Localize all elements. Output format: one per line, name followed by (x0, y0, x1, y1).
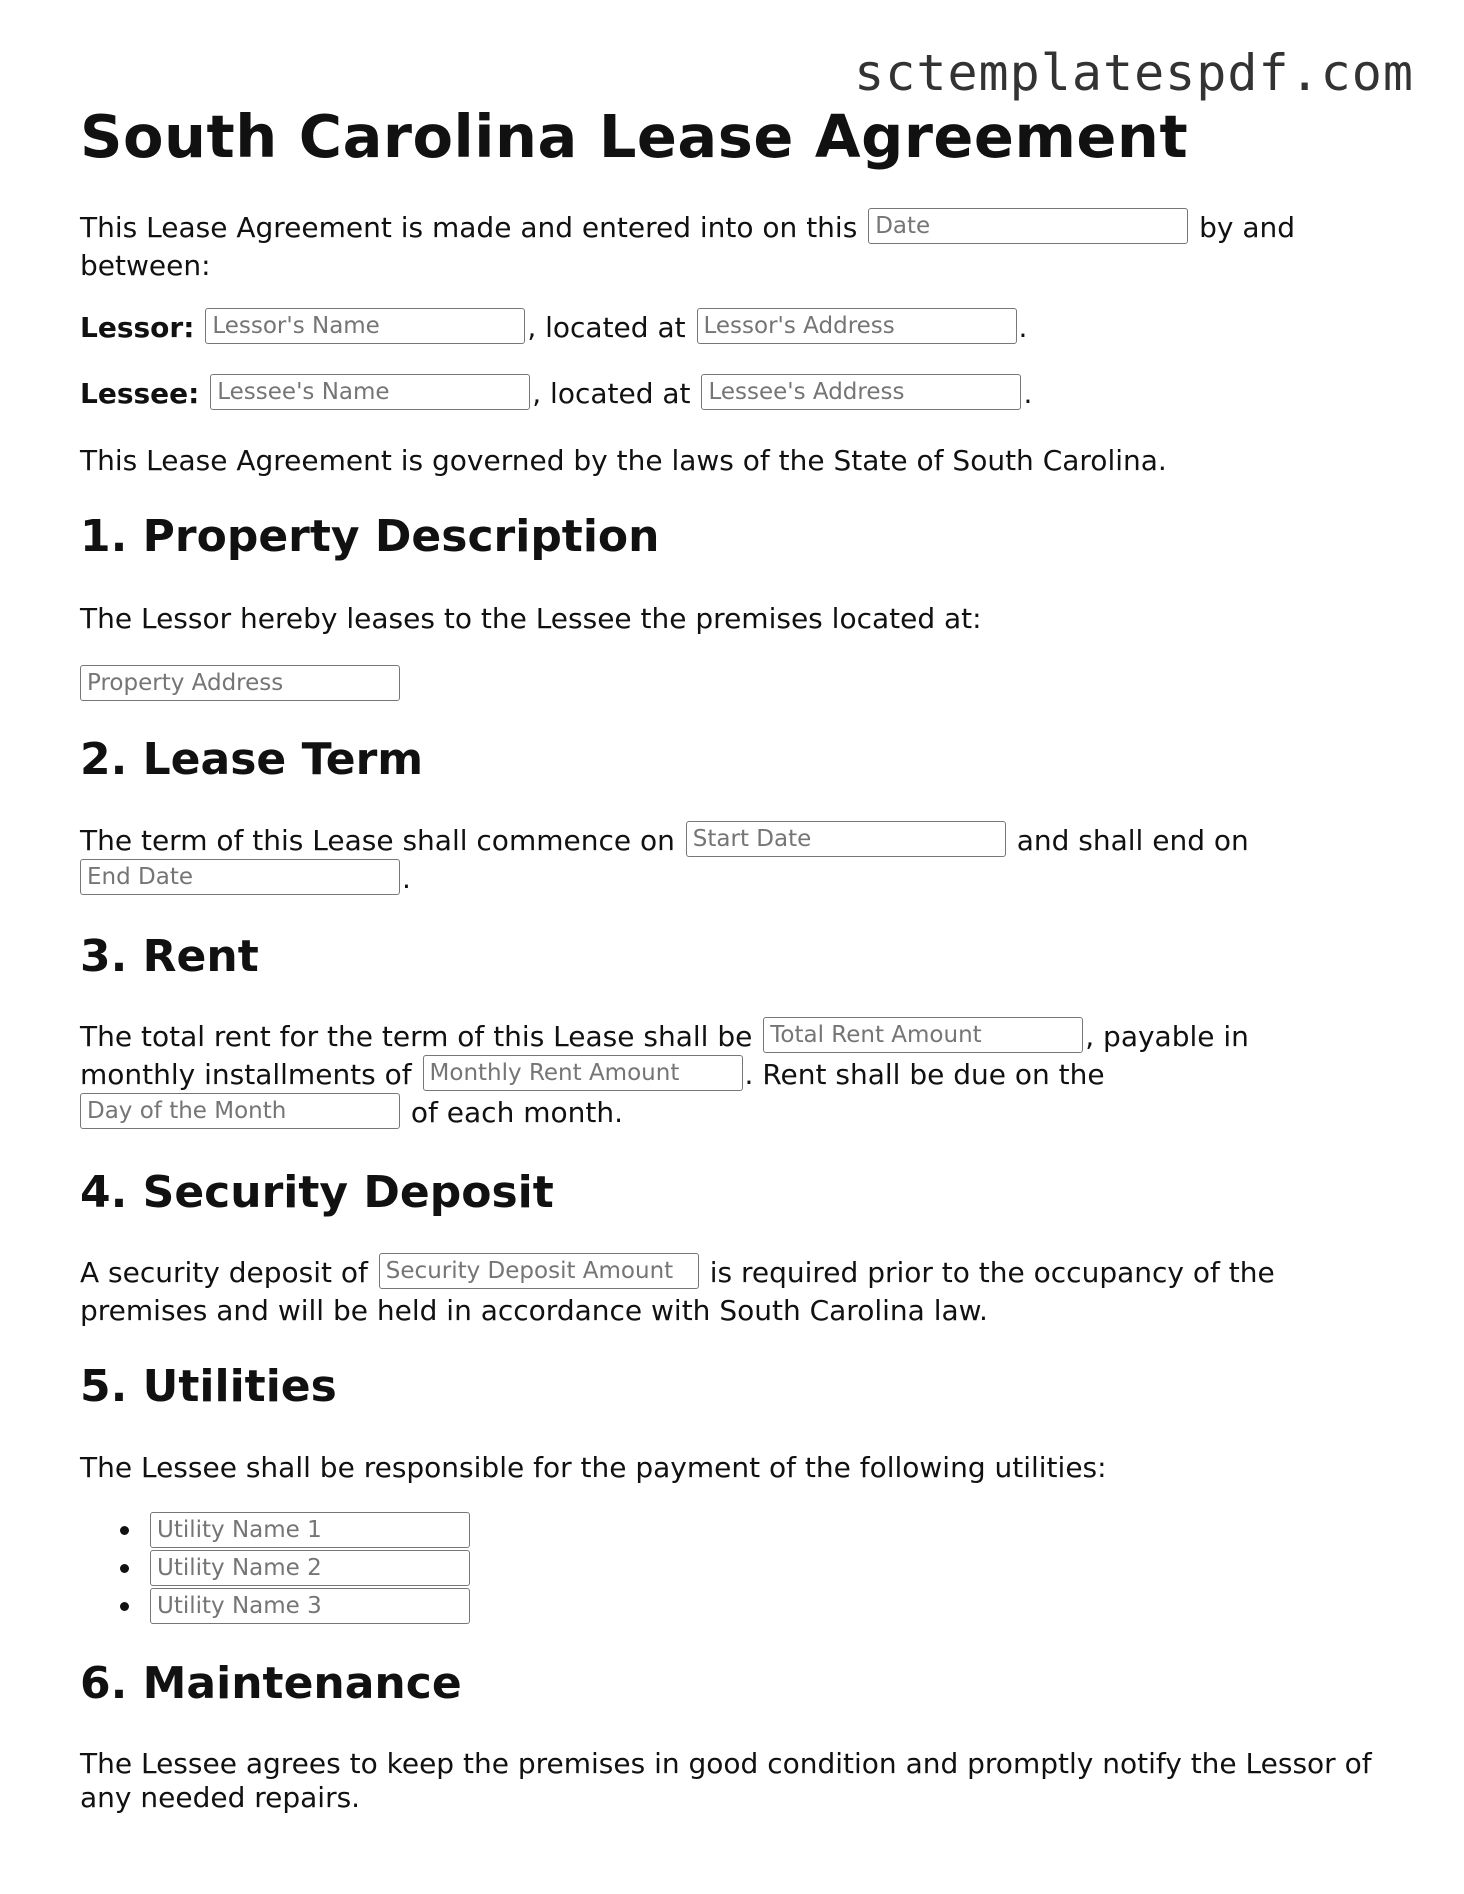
maintenance-text: The Lessee agrees to keep the premises in good condition and promptly notify the Lessor of any needed repairs. (80, 1747, 1372, 1814)
security-deposit-input[interactable] (379, 1253, 699, 1289)
utility-input-1[interactable] (150, 1512, 470, 1548)
governing-law: This Lease Agreement is governed by the laws of the State of South Carolina. (80, 444, 1167, 477)
lessor-label: Lessor: (80, 311, 195, 344)
property-text: The Lessor hereby leases to the Lessee the premises located at: (80, 602, 982, 635)
watermark: sctemplatespdf.com (854, 44, 1414, 102)
section-heading: 4. Security Deposit (80, 1167, 554, 1218)
section-utilities (80, 1362, 1380, 1412)
date-input[interactable] (868, 208, 1188, 244)
end-date-input[interactable] (80, 859, 400, 895)
list-item (80, 1588, 1380, 1626)
lessee-label: Lessee: (80, 377, 200, 410)
lessor-name-input[interactable] (205, 308, 525, 344)
list-item (80, 1512, 1380, 1550)
term-paragraph: The term of this Lease shall commence on Start Date and shall end on End Date. (80, 822, 1280, 898)
section-maintenance (80, 1659, 1380, 1709)
section-heading: 2. Lease Term (80, 734, 424, 785)
lessee-name-input[interactable] (210, 374, 530, 410)
list-item (80, 1550, 1380, 1588)
intro-paragraph: This Lease Agreement is made and entered into on this Date by and between: (80, 209, 1340, 285)
property-address-input[interactable] (80, 665, 400, 701)
section-rent (80, 932, 1380, 982)
lessor-line: Lessor: Lessor's Name , located at Lessor's Address . (80, 309, 1380, 347)
lessor-address-input[interactable] (697, 308, 1017, 344)
section-heading: 6. Maintenance (80, 1658, 462, 1709)
section-property (80, 512, 1380, 562)
lessee-address-input[interactable] (701, 374, 1021, 410)
due-day-input[interactable] (80, 1093, 400, 1129)
utility-input-3[interactable] (150, 1588, 470, 1624)
section-security-deposit (80, 1168, 1380, 1218)
utilities-text: The Lessee shall be responsible for the payment of the following utilities: (80, 1451, 1107, 1484)
section-heading: 5. Utilities (80, 1361, 337, 1412)
utilities-list (80, 1512, 1380, 1626)
utility-input-2[interactable] (150, 1550, 470, 1586)
lessee-line: Lessee: Lessee's Name , located at Lessee's Address . (80, 375, 1380, 413)
rent-paragraph: The total rent for the term of this Lease shall be Total Rent Amount , payable in monthly installments of Monthly Rent Amount . Rent shall be due on the Day of the Month of each month. (80, 1018, 1280, 1132)
section-lease-term (80, 735, 1380, 785)
page-title: South Carolina Lease Agreement (80, 102, 1189, 171)
section-heading: 1. Property Description (80, 511, 660, 562)
deposit-paragraph: A security deposit of Security Deposit Amount is required prior to the occupancy of the premises and will be held in accordance with South Carolina law. (80, 1254, 1320, 1330)
monthly-rent-input[interactable] (423, 1055, 743, 1091)
start-date-input[interactable] (686, 821, 1006, 857)
total-rent-input[interactable] (763, 1017, 1083, 1053)
property-field-row (80, 665, 1380, 701)
section-heading: 3. Rent (80, 931, 259, 982)
